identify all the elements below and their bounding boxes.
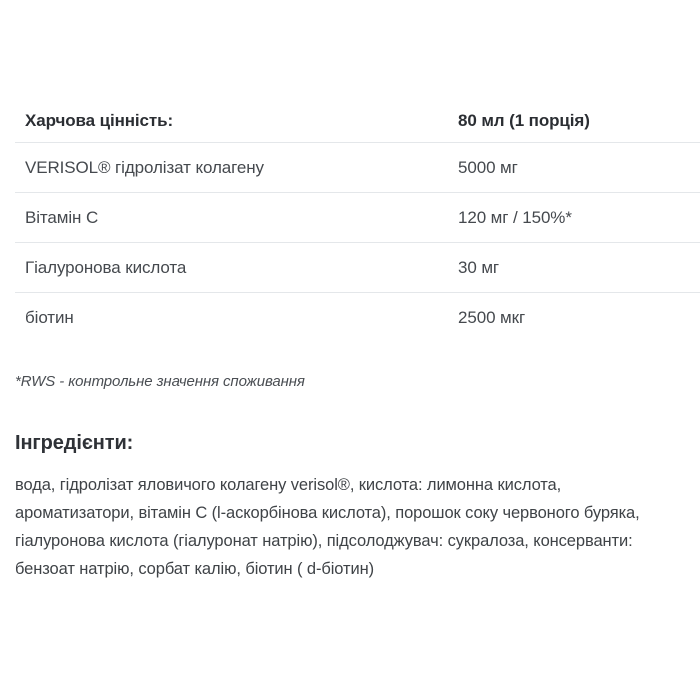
- table-row: [15, 192, 700, 242]
- ingredients-heading: Інгредієнти:: [15, 432, 134, 454]
- nutrition-table: [15, 100, 700, 342]
- table-row: [15, 142, 700, 192]
- ingredients-text: вода, гідролізат яловичого колагену verisol®, кислота: лимонна кислота, ароматизатори, вітамін C (l-аскорбінова кислота), порошок соку червоного буряка, гіалуронова кислота (гіалуронат натрію), підсолоджувач: сукралоза, консерванти: бензоат натрію, сорбат калію, біотин ( d-біотин): [15, 476, 640, 578]
- nutrient-name: Гіалуронова кислота: [25, 257, 187, 277]
- table-row: [15, 242, 700, 292]
- nutrition-table-header: [15, 100, 700, 142]
- nutrient-name: Вітамін C: [25, 207, 99, 227]
- nutrient-amount: 2500 мкг: [458, 307, 526, 327]
- nutrient-amount: 5000 мг: [458, 157, 518, 177]
- nutrient-amount: 30 мг: [458, 257, 500, 277]
- table-row: [15, 292, 700, 342]
- rws-footnote: *RWS - контрольне значення споживання: [15, 373, 305, 390]
- nutrition-header-label: Харчова цінність:: [25, 111, 174, 130]
- nutrient-name: VERISOL® гідролізат колагену: [25, 157, 264, 177]
- nutrient-name: біотин: [25, 307, 74, 327]
- nutrition-header-serving: 80 мл (1 порція): [458, 111, 590, 130]
- nutrient-amount: 120 мг / 150%*: [458, 207, 572, 227]
